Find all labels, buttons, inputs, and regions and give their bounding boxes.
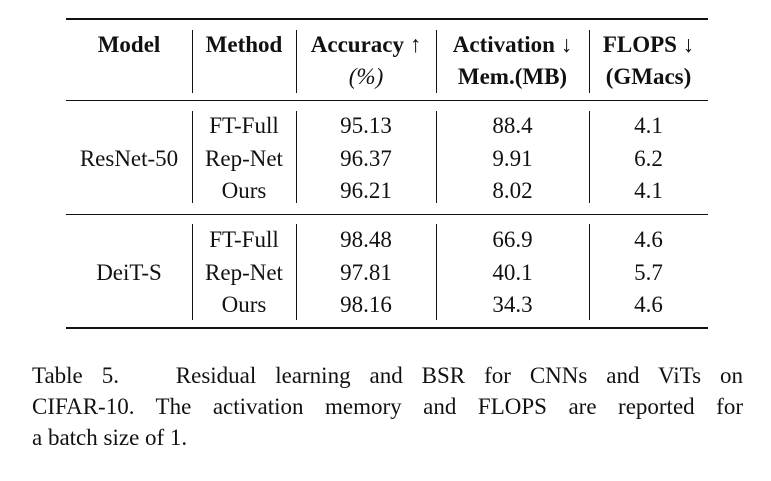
activation-cell: 88.4 xyxy=(492,113,533,138)
method-cell: Ours xyxy=(221,292,267,317)
header-accuracy-unit: (%) xyxy=(348,64,384,89)
header-flops-unit: (GMacs) xyxy=(605,64,692,89)
header-rule xyxy=(66,100,708,101)
flops-cell: 5.7 xyxy=(634,260,663,285)
group-separator-rule xyxy=(66,214,708,215)
flops-cell: 6.2 xyxy=(634,146,663,171)
method-cell: Ours xyxy=(221,178,267,203)
activation-cell: 40.1 xyxy=(492,260,533,285)
header-model: Model xyxy=(97,32,161,57)
flops-cell: 4.1 xyxy=(634,178,663,203)
method-cell: Rep-Net xyxy=(205,146,283,171)
activation-cell: 9.91 xyxy=(492,146,533,171)
caption-line-3: a batch size of 1. xyxy=(32,425,188,450)
method-cell: FT-Full xyxy=(209,227,279,252)
accuracy-cell: 98.48 xyxy=(340,227,392,252)
accuracy-cell: 95.13 xyxy=(340,113,392,138)
activation-cell: 66.9 xyxy=(492,227,533,252)
activation-cell: 8.02 xyxy=(492,178,533,203)
header-accuracy: Accuracy ↑ xyxy=(310,32,422,57)
flops-cell: 4.1 xyxy=(634,113,663,138)
table-caption xyxy=(32,360,743,453)
flops-cell: 4.6 xyxy=(634,227,663,252)
caption-line-2: CIFAR-10. The activation memory and FLOPS are reported for xyxy=(32,394,743,419)
flops-cell: 4.6 xyxy=(634,292,663,317)
model-deit-s: DeiT-S xyxy=(96,260,162,285)
activation-cell: 34.3 xyxy=(492,292,533,317)
accuracy-cell: 98.16 xyxy=(340,292,392,317)
header-activation: Activation ↓ xyxy=(452,32,573,57)
accuracy-cell: 96.21 xyxy=(340,178,392,203)
accuracy-cell: 97.81 xyxy=(340,260,392,285)
header-activation-unit: Mem.(MB) xyxy=(457,64,568,89)
caption-line-1: Table 5. Residual learning and BSR for CNNs and ViTs on xyxy=(32,363,743,388)
header-flops: FLOPS ↓ xyxy=(602,32,695,57)
accuracy-cell: 96.37 xyxy=(340,146,392,171)
model-resnet50: ResNet-50 xyxy=(79,146,179,171)
method-cell: FT-Full xyxy=(209,113,279,138)
bottom-rule xyxy=(66,327,708,329)
top-rule xyxy=(66,18,708,20)
header-method: Method xyxy=(205,32,283,57)
method-cell: Rep-Net xyxy=(205,260,283,285)
